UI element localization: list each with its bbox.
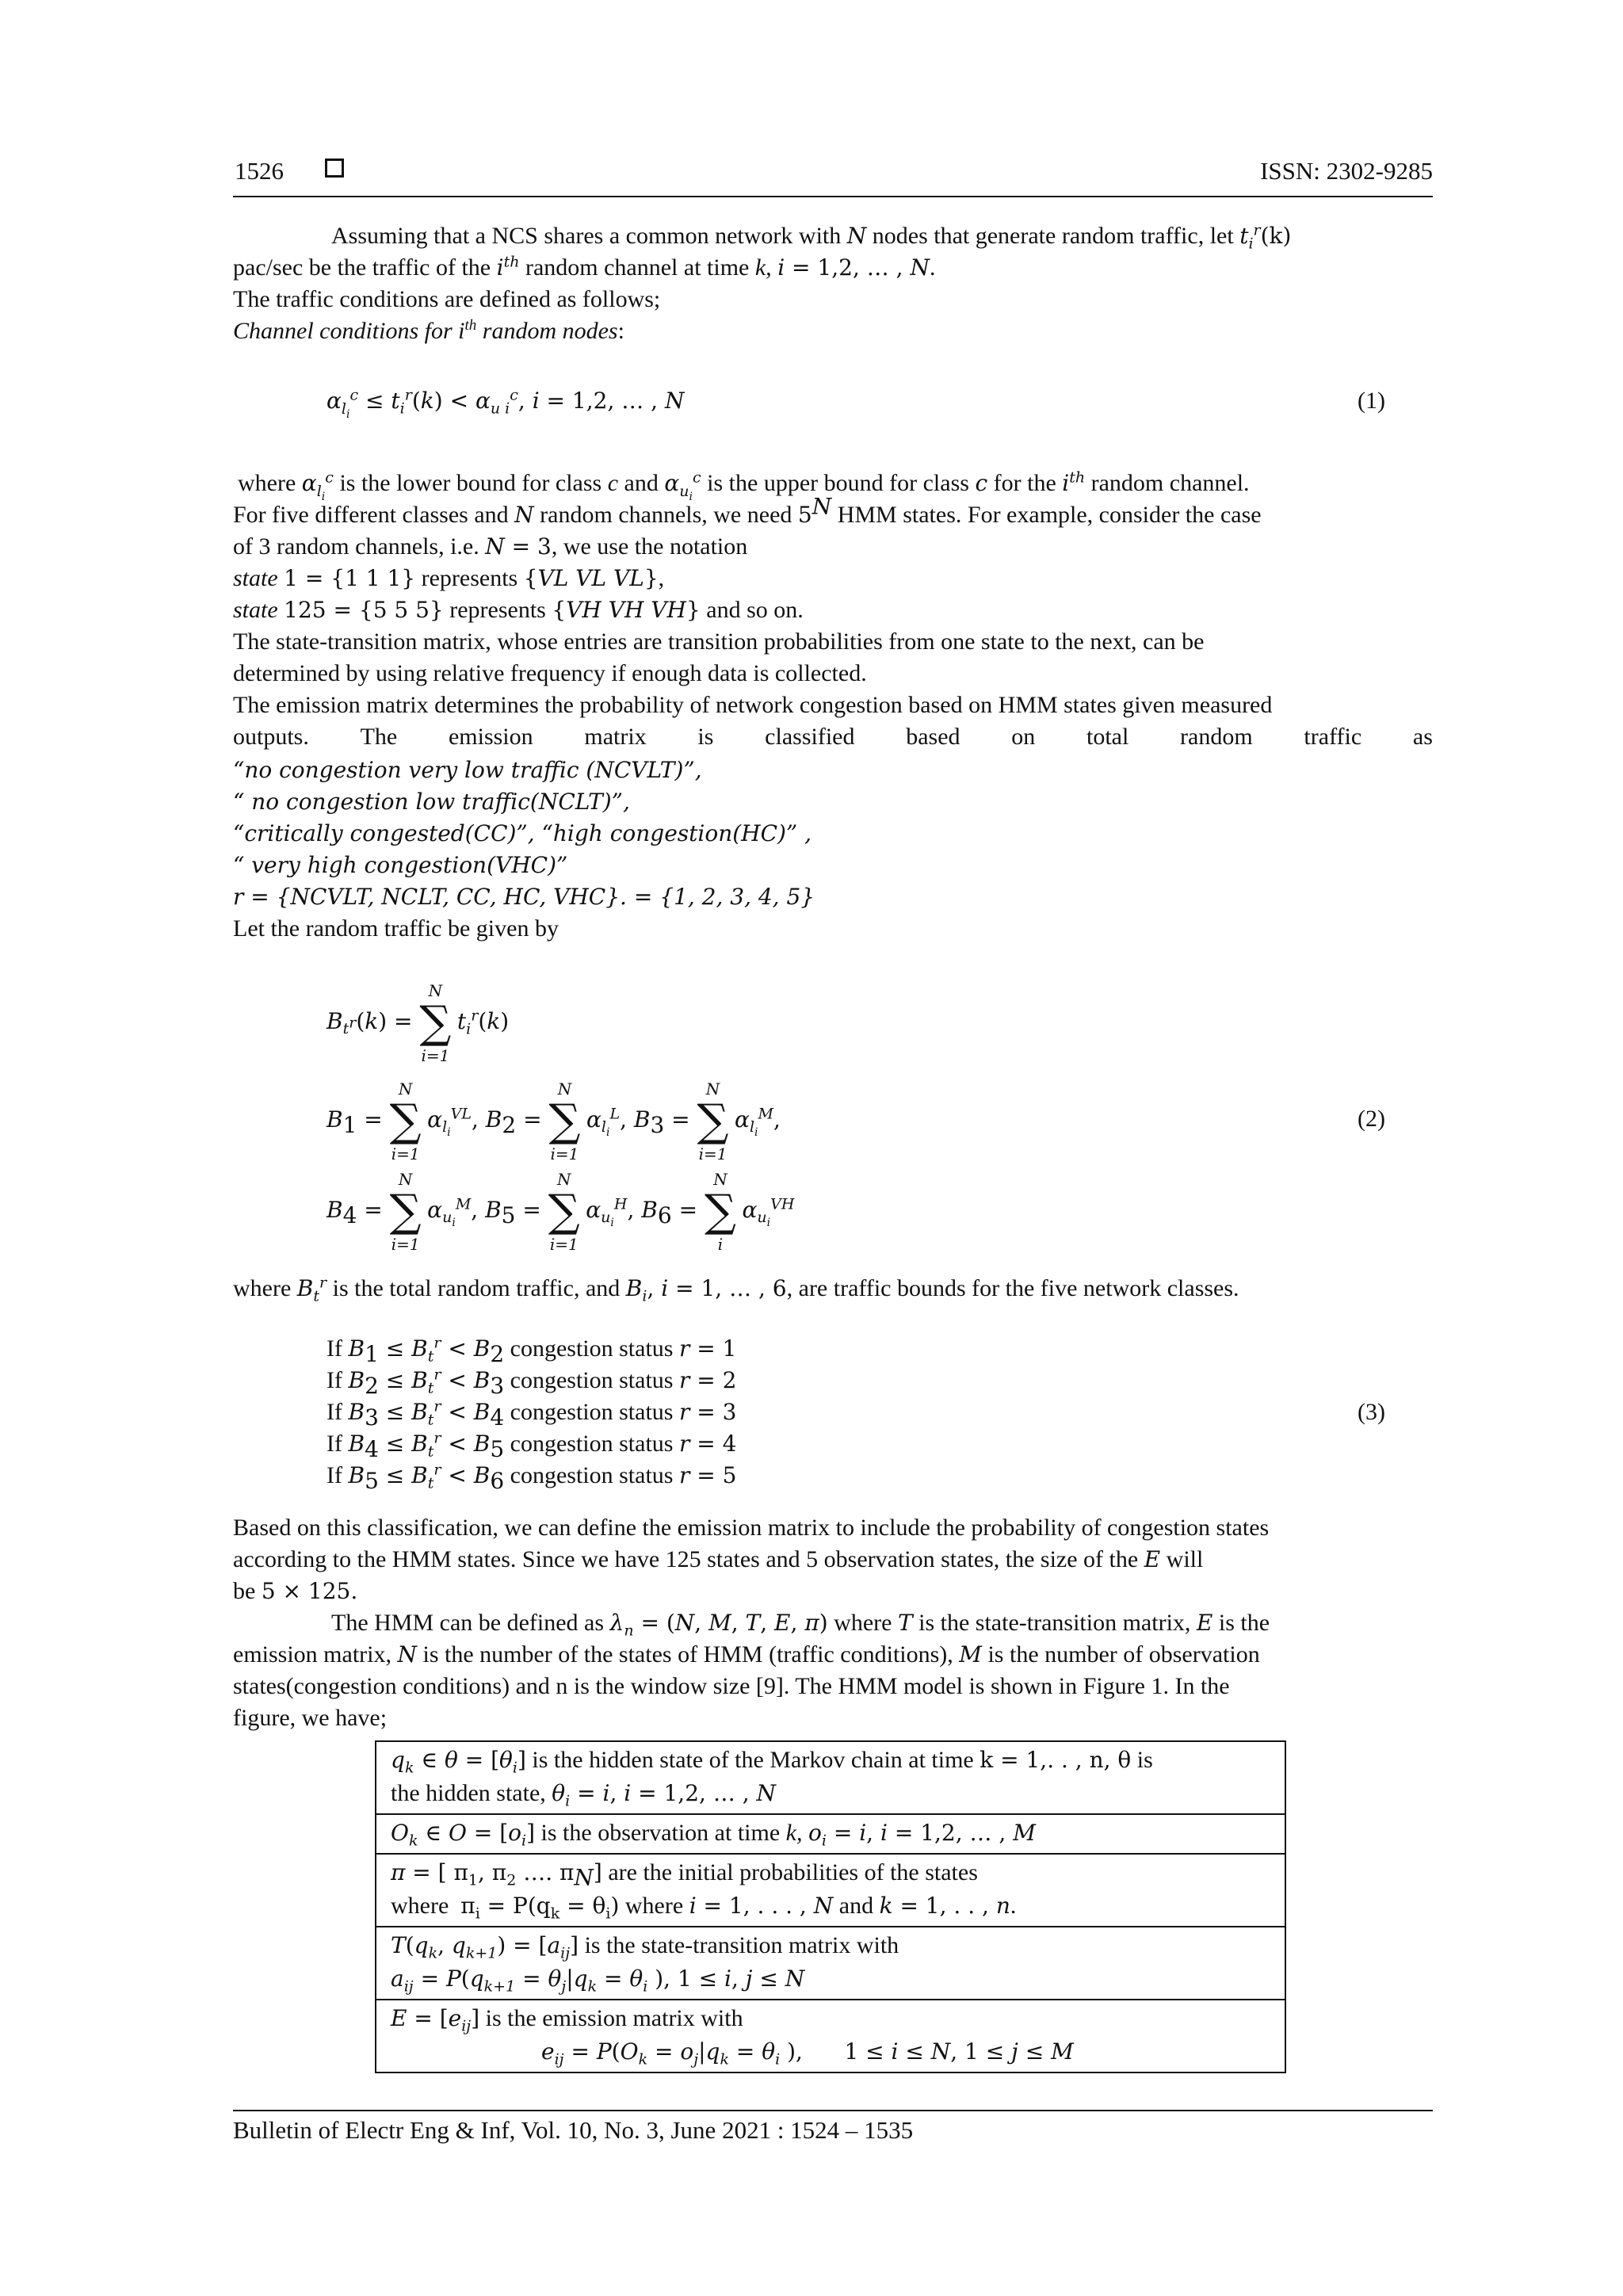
equation-1: $\alpha_{l_i}^c \le t_i^r(k) < \alpha_{u i}^c$, i = 1,2, … , N xyxy=(327,386,685,421)
eq3-row-2: If $B_2 \le B_t^r < B_3$ congestion status r = 2 xyxy=(327,1366,737,1399)
header-box-icon xyxy=(325,159,344,178)
class-ncvlt: “no congestion very low traffic (NCVLT)”, xyxy=(233,757,702,783)
equation-3-number: (3) xyxy=(1358,1399,1385,1425)
para4-line6: states(congestion conditions) and n is the window size [9]. The HMM model is shown in Figure 1. In the xyxy=(233,1673,1230,1699)
para1-line2: pac/sec be the traffic of the $i^{th}$ random channel at time k, i = 1,2, … , N. xyxy=(233,253,936,281)
para2-line10: Let the random traffic be given by xyxy=(233,915,559,942)
equation-2-line2: $B_1$ = N ∑ i=1 $\alpha_{l_i}^{VL}$, $B_2$ = N ∑ i=1 $\alpha_{l_i}^L$, $B_3$ = N ∑ i=1 $\alpha_{l_i}^M$, xyxy=(327,1079,781,1163)
eq3-row-4: If $B_4 \le B_t^r < B_5$ congestion status r = 4 xyxy=(327,1429,737,1462)
footer-rule xyxy=(233,2110,1433,2111)
definitions-table xyxy=(375,1740,1286,2073)
para2-line7: determined by using relative frequency if enough data is collected. xyxy=(233,660,867,686)
footer-citation: Bulletin of Electr Eng & Inf, Vol. 10, No. 3, June 2021 : 1524 – 1535 xyxy=(233,2116,914,2144)
def-row-initial-probabilities: π = [ $\pi_1$, $\pi_2$ …. $\pi_N$] are the initial probabilities of the states where $\pi_i = P(q_k = \theta_i)$ where i = 1, . . . , N and k = 1, . . , n. xyxy=(376,1853,1285,1926)
def-row-transition-matrix: $T(q_k$, $q_{k+1}) = [a_{ij}]$ is the state-transition matrix with $a_{ij} = P(q_{k+1} = \theta_j|q_k = \theta_i$ ), 1 ≤ i, j ≤ N xyxy=(376,1926,1285,1999)
para2-line9: outputs. The emission matrix is classified based on total random traffic as xyxy=(233,724,1433,750)
def-row-emission-matrix: $E = [e_{ij}]$ is the emission matrix with $e_{ij} = P(O_k = o_j|q_k = \theta_i$ ), 1 ≤ i ≤ N, 1 ≤ j ≤ M xyxy=(376,1999,1285,2072)
class-cc-hc: “critically congested(CC)”, “high congestion(HC)” , xyxy=(233,820,812,846)
def-row-hidden-state: $q_k$ ∈ $\theta = [\theta_i]$ is the hidden state of the Markov chain at time k = 1,. . , n, θ is the hidden state, $\theta_i = i$, i = 1,2, … , N xyxy=(391,1747,1153,1810)
header-rule xyxy=(233,196,1433,197)
para4-line1: Based on this classification, we can define the emission matrix to include the probability of congestion states xyxy=(233,1515,1270,1541)
def-row-observation: $O_k$ ∈ $O = [o_i]$ is the observation at time k, $o_i = i$, i = 1,2, … , M xyxy=(376,1813,1285,1853)
para2-line5: state 125 = {5 5 5} represents {VH VH VH} and so on. xyxy=(233,597,804,623)
equation-2-line3: $B_4$ = N ∑ i=1 $\alpha_{u_i}^M$, $B_5$ = N ∑ i=1 $\alpha_{u_i}^H$, $B_6$ = N ∑ i $\alpha_{u_i}^{VH}$ xyxy=(327,1170,795,1254)
para4-line2: according to the HMM states. Since we have 125 states and 5 observation states, the size of the E will xyxy=(233,1546,1204,1572)
eq3-row-3: If $B_3 \le B_t^r < B_4$ congestion status r = 3 xyxy=(327,1397,737,1431)
class-vhc: “ very high congestion(VHC)” xyxy=(233,852,568,878)
equation-2-number: (2) xyxy=(1358,1106,1385,1132)
para2-line3: of 3 random channels, i.e. N = 3, we use the notation xyxy=(233,533,748,560)
para4-line7: figure, we have; xyxy=(233,1705,388,1731)
para2-line6: The state-transition matrix, whose entries are transition probabilities from one state to the next, can be xyxy=(233,628,1205,655)
page-number: 1526 xyxy=(235,157,284,185)
para3: where $B_t^r$ is the total random traffic, and $B_i$, i = 1, … , 6, are traffic bounds for the five network classes. xyxy=(233,1274,1239,1305)
para1-line1: Assuming that a NCS shares a common network with N nodes that generate random traffic, let $t_i^r(k)$ xyxy=(331,221,1292,253)
para1-line4: Channel conditions for $i^{th}$ random nodes: xyxy=(233,317,624,344)
para2-line4: state 1 = {1 1 1} represents {VL VL VL}, xyxy=(233,565,665,591)
para2-line1: where $\alpha_{l_i}^c$ is the lower bound for class c and $\alpha_{u_i}^c$ is the upper bound for class c for the $i^{th}$ random channel. xyxy=(238,468,1250,503)
equation-3 xyxy=(327,1333,736,1492)
para1-line3: The traffic conditions are defined as follows; xyxy=(233,286,661,312)
journal-issn: ISSN: 2302-9285 xyxy=(1260,157,1433,185)
para4-line4: The HMM can be defined as $\lambda_n = (N$, M, T, E, π) where T is the state-transition matrix, E is the xyxy=(331,1610,1270,1640)
class-nclt: “ no congestion low traffic(NCLT)”, xyxy=(233,789,630,815)
para2-line2: For five different classes and N random channels, we need $5^N$ HMM states. For example, consider the case xyxy=(233,493,1262,528)
eq3-row-1: If $B_1 \le B_t^r < B_2$ congestion status r = 1 xyxy=(327,1334,737,1367)
para2-line8: The emission matrix determines the probability of network congestion based on HMM states given measured xyxy=(233,692,1273,718)
equation-1-number: (1) xyxy=(1358,388,1385,414)
class-set: r = {NCVLT, NCLT, CC, HC, VHC}. = {1, 2, 3, 4, 5} xyxy=(233,884,815,910)
para4-line5: emission matrix, N is the number of the states of HMM (traffic conditions), M is the number of observation xyxy=(233,1641,1260,1668)
equation-2-line1: $B_{t^r}(k)$ = N ∑ i=1 $t_i^r(k)$ xyxy=(327,981,510,1065)
para4-line3: be 5 × 125. xyxy=(233,1578,358,1604)
eq3-row-5: If $B_5 \le B_t^r < B_6$ congestion status r = 5 xyxy=(327,1461,737,1494)
